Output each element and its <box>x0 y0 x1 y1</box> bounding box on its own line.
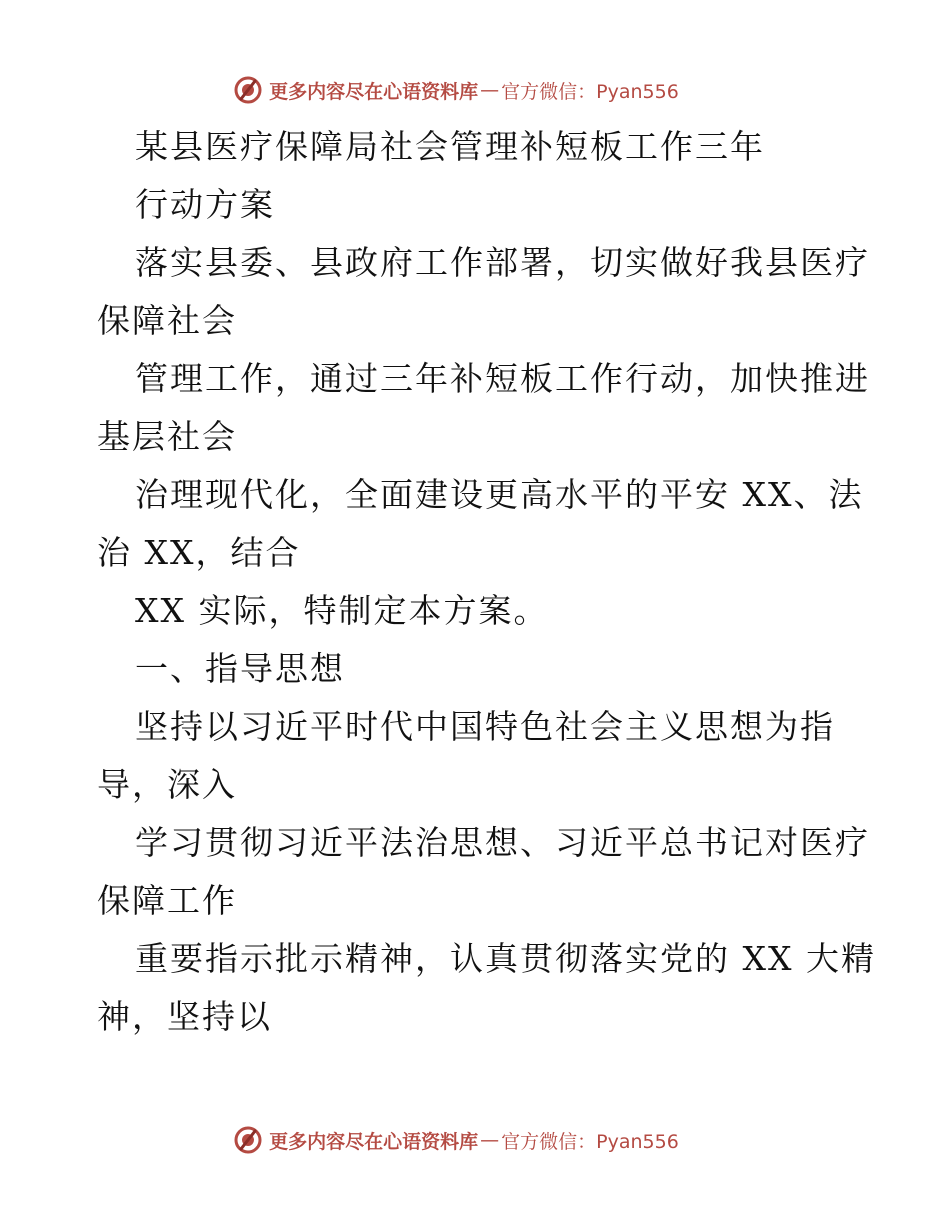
document-line: 行动方案 <box>135 185 275 224</box>
document-body <box>97 118 876 1046</box>
watermark-main-text: 更多内容尽在心语资料库 <box>269 80 479 103</box>
document-line: 神，坚持以 <box>97 997 272 1036</box>
document-line: 治 XX，结合 <box>97 533 301 572</box>
document-line: 基层社会 <box>97 417 237 456</box>
watermark-main-text: 更多内容尽在心语资料库 <box>269 1130 479 1153</box>
document-line: 坚持以习近平时代中国特色社会主义思想为指 <box>135 707 835 746</box>
watermark-wechat-text: 官方微信：Pyan556 <box>501 1130 679 1153</box>
footer-watermark <box>0 1120 950 1160</box>
document-line: 管理工作，通过三年补短板工作行动，加快推进 <box>135 359 870 398</box>
watermark-separator: — <box>480 79 500 101</box>
document-line: 导，深入 <box>97 765 237 804</box>
document-line: 一、指导思想 <box>135 649 345 688</box>
document-line: 保障社会 <box>97 301 237 340</box>
document-line: 某县医疗保障局社会管理补短板工作三年 <box>135 127 765 166</box>
document-line: 重要指示批示精神，认真贯彻落实党的 XX 大精 <box>135 939 876 978</box>
document-line: XX 实际，特制定本方案。 <box>135 591 549 630</box>
pen-circle-logo-icon <box>233 1125 263 1155</box>
watermark-separator: — <box>480 1129 500 1151</box>
pen-circle-logo-icon <box>233 75 263 105</box>
document-line: 落实县委、县政府工作部署，切实做好我县医疗 <box>135 243 870 282</box>
document-line: 治理现代化，全面建设更高水平的平安 XX、法 <box>135 475 864 514</box>
header-watermark <box>0 70 950 110</box>
document-line: 学习贯彻习近平法治思想、习近平总书记对医疗 <box>135 823 870 862</box>
document-line: 保障工作 <box>97 881 237 920</box>
watermark-wechat-text: 官方微信：Pyan556 <box>501 80 679 103</box>
